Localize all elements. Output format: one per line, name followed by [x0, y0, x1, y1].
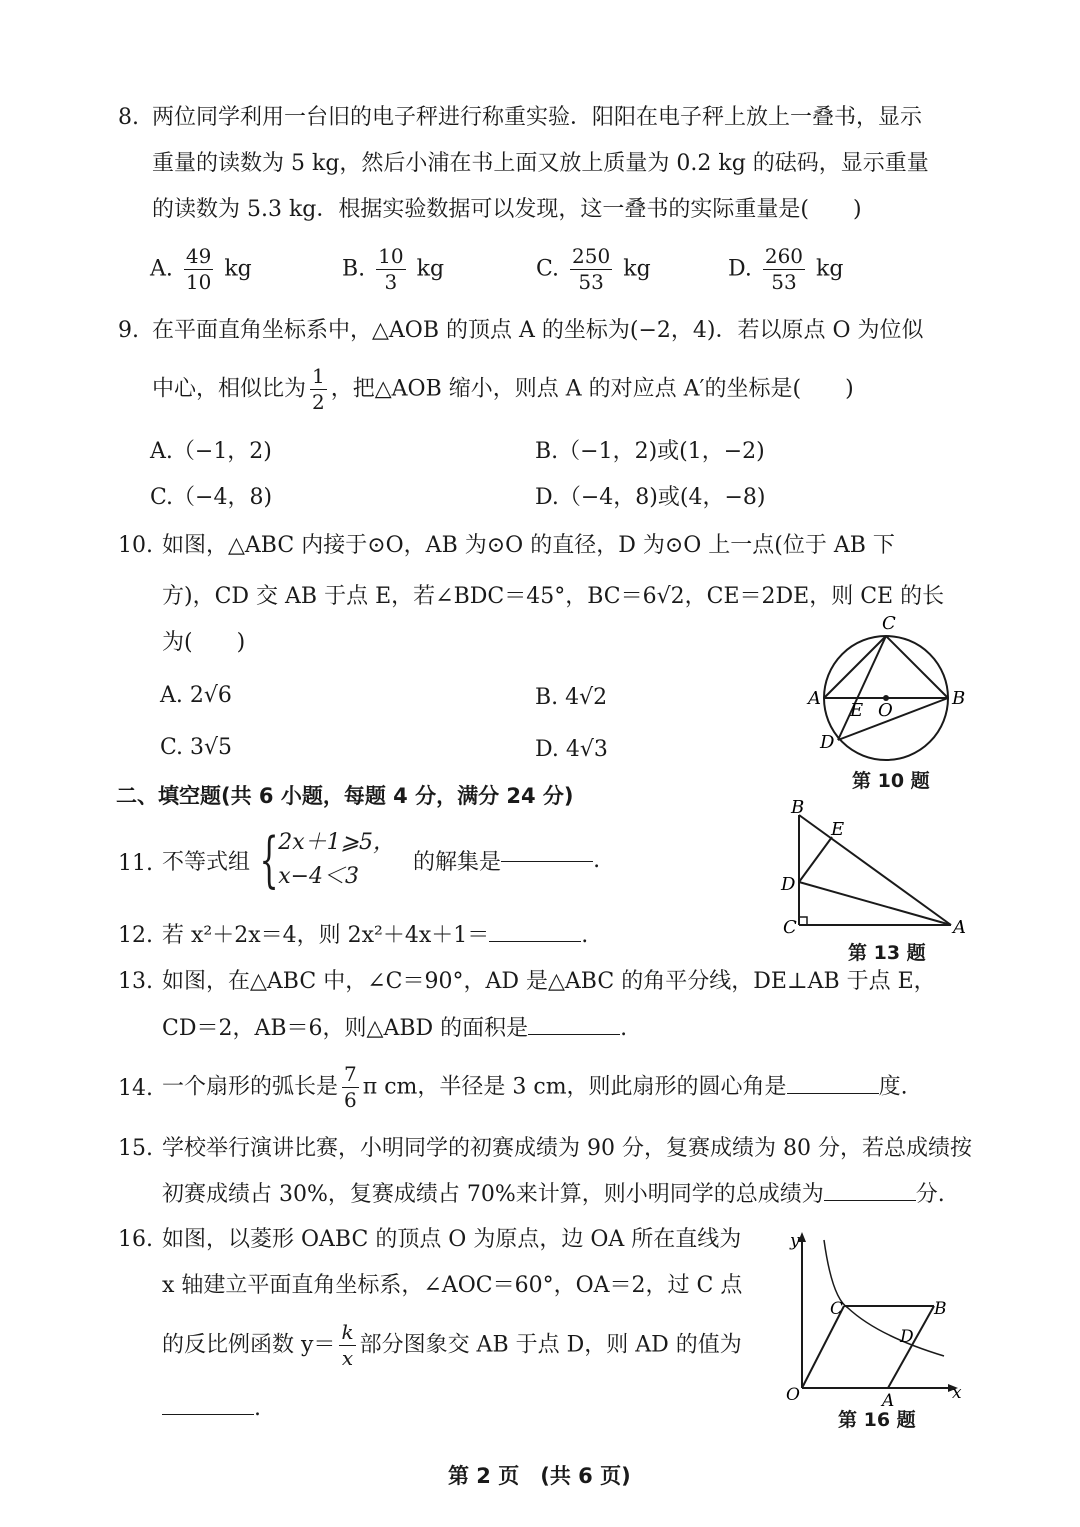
q13-figure-triangle — [775, 795, 975, 940]
q10-line2: 方)，CD 交 AB 于点 E，若∠BDC＝45°，BC＝6√2，CE＝2DE，则 CE 的长 — [162, 584, 945, 609]
q14-answer-blank[interactable] — [787, 1091, 879, 1094]
q16-figure-rhombus — [780, 1228, 980, 1408]
q9-line1: 在平面直角坐标系中，△AOB 的顶点 A 的坐标为(−2，4)．若以原点 O 为位似 — [152, 318, 924, 343]
q16-line3: 的反比例函数 y＝ $\frac{k}{x}$ 部分图象交 AB 于点 D，则 AD 的值为 — [162, 1320, 742, 1370]
q9-line2: 中心，相似比为 $\frac{1}{2}$ ，把△AOB 缩小，则点 A 的对应点 A′的坐标是( ) — [152, 364, 854, 414]
q8-option-d-fraction: $\frac{260}{53}$ — [764, 244, 804, 294]
q10-option-c: C. 3√5 — [160, 735, 233, 760]
q16-label-y: y — [790, 1231, 800, 1251]
q10-option-d: D. 4√3 — [535, 737, 608, 762]
q11-number: 11. — [118, 851, 153, 876]
q16-label-x: x — [952, 1383, 962, 1403]
q13-label-d: D — [781, 874, 796, 895]
q11-answer-blank[interactable] — [501, 859, 593, 862]
q14-number: 14. — [118, 1076, 153, 1101]
q8-line1: 两位同学利用一台旧的电子秤进行称重实验．阳阳在电子秤上放上一叠书，显示 — [152, 105, 923, 130]
q13-line2: CD＝2，AB＝6，则△ABD 的面积是 . — [162, 1016, 628, 1041]
q8-option-c-fraction: $\frac{250}{53}$ — [572, 244, 611, 294]
q8-option-c: C. $\frac{250}{53}$ kg — [536, 244, 651, 294]
q9-option-c: C.（−4，8) — [150, 485, 273, 510]
q9-option-a: A.（−1，2) — [150, 439, 272, 464]
q10-label-a: A — [808, 688, 821, 709]
q14-arc-fraction: $\frac{7}{6}$ — [344, 1062, 357, 1112]
q8-line3: 的读数为 5.3 kg．根据实验数据可以发现，这一叠书的实际重量是( ) — [152, 197, 862, 222]
q9-number: 9. — [118, 318, 139, 343]
section-fill-in-blank-title: 二、填空题(共 6 小题，每题 4 分，满分 24 分) — [116, 784, 574, 808]
q8-option-a: A. $\frac{49}{10}$ kg — [150, 244, 252, 294]
q15-line2: 初赛成绩占 30%，复赛成绩占 70%来计算，则小明同学的总成绩为 分. — [162, 1182, 945, 1207]
q10-label-c: C — [882, 613, 896, 634]
q10-label-o: O — [878, 700, 893, 721]
q16-answer-blank[interactable] — [162, 1412, 254, 1415]
q16-line1: 如图，以菱形 OABC 的顶点 O 为原点，边 OA 所在直线为 — [162, 1227, 742, 1252]
q11-body: 不等式组 { 2x＋1⩾5， x−4＜3 的解集是 . — [162, 825, 601, 896]
q8-option-b-fraction: $\frac{10}{3}$ — [378, 244, 404, 294]
page-footer: 第 2 页 (共 6 页) — [448, 1464, 631, 1488]
q12-body: 若 x²＋2x＝4，则 2x²＋4x＋1＝ . — [162, 923, 589, 948]
q14-body: 一个扇形的弧长是 $\frac{7}{6}$ π cm，半径是 3 cm，则此扇形的圆心角是 度. — [162, 1062, 908, 1112]
q10-figure-caption: 第 10 题 — [852, 770, 930, 792]
q12-number: 12. — [118, 923, 153, 948]
q16-label-b: B — [934, 1299, 947, 1319]
q8-line2: 重量的读数为 5 kg，然后小浦在书上面又放上质量为 0.2 kg 的砝码，显示重量 — [152, 151, 929, 176]
q11-inequality-2: x−4＜3 — [278, 864, 360, 890]
q11-system-brace: { — [259, 825, 279, 896]
q15-line1: 学校举行演讲比赛，小明同学的初赛成绩为 90 分，复赛成绩为 80 分，若总成绩按 — [162, 1136, 972, 1161]
q9-option-d: D.（−4，8)或(4，−8) — [535, 485, 766, 510]
q15-answer-blank[interactable] — [824, 1198, 916, 1201]
q13-number: 13. — [118, 969, 153, 994]
q11-inequality-1: 2x＋1⩾5， — [278, 830, 396, 855]
q13-label-c: C — [783, 917, 797, 938]
q16-figure-caption: 第 16 题 — [838, 1409, 916, 1431]
q10-figure-circle — [800, 610, 980, 770]
q16-line2: x 轴建立平面直角坐标系，∠AOC＝60°，OA＝2，过 C 点 — [162, 1273, 743, 1298]
q16-number: 16. — [118, 1227, 153, 1252]
q9-option-b: B.（−1，2)或(1，−2) — [535, 439, 765, 464]
q10-label-d: D — [820, 732, 835, 753]
q9-ratio-fraction: $\frac{1}{2}$ — [312, 364, 325, 414]
q13-label-e: E — [831, 819, 845, 840]
q8-number: 8. — [118, 105, 139, 130]
q16-label-c: C — [830, 1299, 844, 1319]
q13-answer-blank[interactable] — [528, 1032, 620, 1035]
q13-label-b: B — [791, 797, 805, 818]
q15-number: 15. — [118, 1136, 153, 1161]
q16-label-d: D — [900, 1327, 914, 1347]
q16-answer-line: . — [162, 1398, 261, 1420]
q10-option-a: A. 2√6 — [160, 683, 232, 708]
q10-number: 10. — [118, 533, 153, 558]
q8-option-d: D. $\frac{260}{53}$ kg — [728, 244, 844, 294]
q16-label-o: O — [786, 1385, 800, 1405]
q13-figure-caption: 第 13 题 — [848, 942, 926, 964]
q8-option-a-fraction: $\frac{49}{10}$ — [185, 244, 212, 294]
q16-function-fraction: $\frac{k}{x}$ — [341, 1320, 354, 1370]
q8-option-b: B. $\frac{10}{3}$ kg — [342, 244, 445, 294]
q12-answer-blank[interactable] — [489, 939, 581, 942]
q13-label-a: A — [953, 917, 966, 938]
q10-label-e: E — [850, 700, 864, 721]
q10-line1: 如图，△ABC 内接于⊙O，AB 为⊙O 的直径，D 为⊙O 上一点(位于 AB 下 — [162, 533, 895, 558]
q10-line3: 为( ) — [162, 630, 246, 655]
q13-line1: 如图，在△ABC 中，∠C＝90°，AD 是△ABC 的角平分线，DE⊥AB 于点 E， — [162, 969, 936, 994]
q10-option-b: B. 4√2 — [535, 685, 608, 710]
q16-label-a: A — [882, 1391, 895, 1408]
q10-label-b: B — [952, 688, 966, 709]
